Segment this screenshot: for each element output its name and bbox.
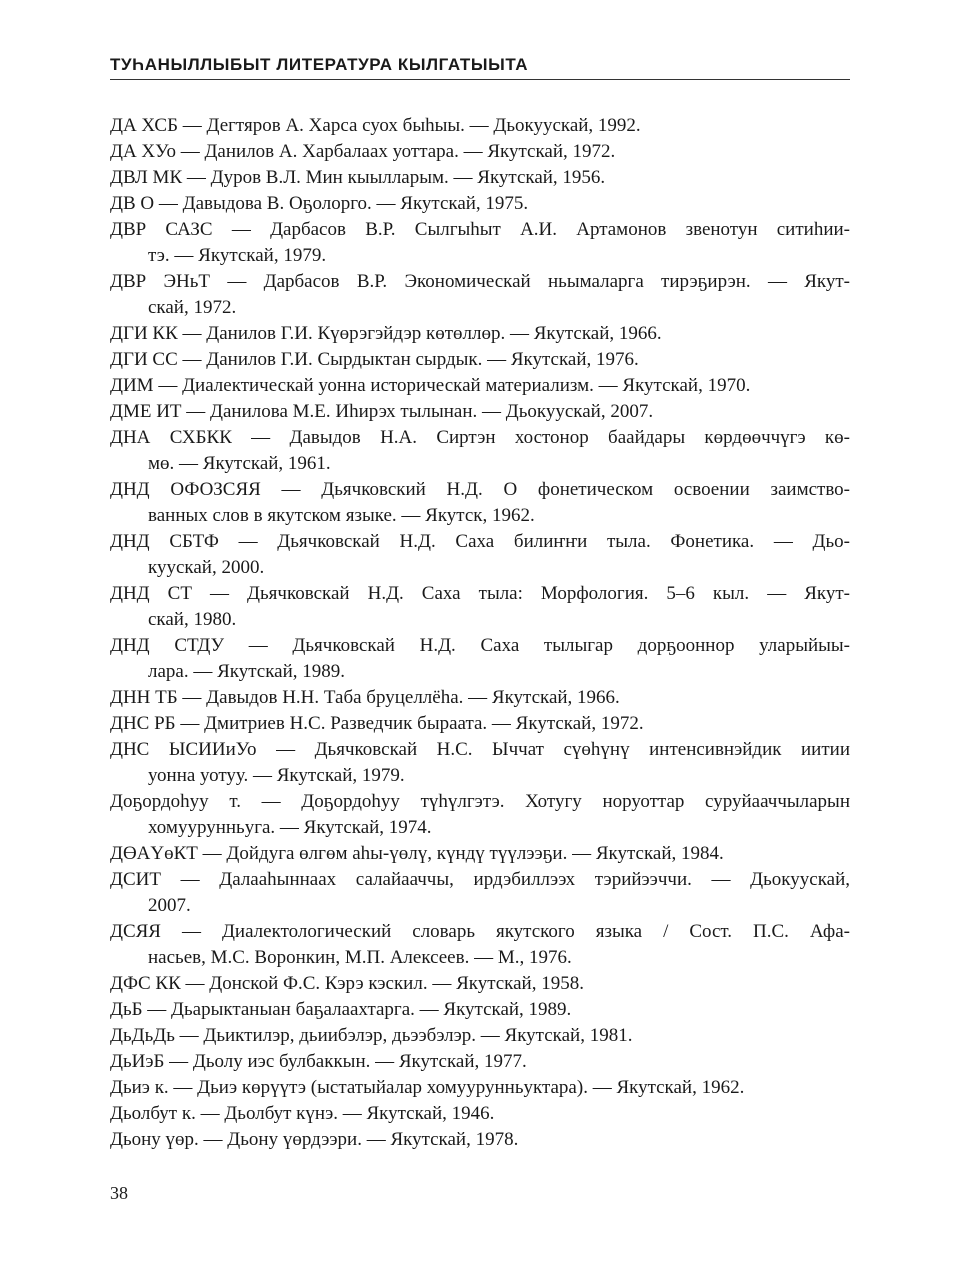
entry-line: ДИМ — Диалектическай уонна историческай материализм. — Якутскай, 1970. [110, 375, 751, 396]
entry-line: ДНА СХБКК — Давыдов Н.А. Сиртэн хостонор баайдары көрдөөччүгэ кө- [110, 427, 850, 448]
abbreviation-entry [110, 581, 850, 633]
abbreviation-entry [110, 633, 850, 685]
entry-line: ДНД СТ — Дьячковскай Н.Д. Саха тыла: Морфология. 5–6 кыл. — Якут- [110, 583, 850, 604]
abbreviation-entry [110, 1075, 850, 1101]
abbreviation-entry [110, 113, 850, 139]
abbreviation-entry [110, 217, 850, 269]
abbreviation-entry [110, 347, 850, 373]
abbreviation-entry [110, 191, 850, 217]
abbreviation-entry [110, 165, 850, 191]
abbreviation-entry [110, 529, 850, 581]
abbreviation-entry [110, 269, 850, 321]
abbreviation-entry [110, 711, 850, 737]
abbreviation-entry [110, 997, 850, 1023]
entry-line: ДГИ СС — Данилов Г.И. Сырдыктан сырдык. — Якутскай, 1976. [110, 349, 639, 370]
abbreviation-entry [110, 867, 850, 919]
abbreviation-entry [110, 789, 850, 841]
entry-continuation-line: тэ. — Якутскай, 1979. [148, 245, 327, 266]
entry-continuation-line: насьев, М.С. Воронкин, М.П. Алексеев. — М., 1976. [148, 947, 572, 968]
entry-line: Дьону үөр. — Дьону үөрдээри. — Якутскай, 1978. [110, 1129, 519, 1150]
abbreviation-entry [110, 1023, 850, 1049]
entry-line: Дьолбут к. — Дьолбут күнэ. — Якутскай, 1946. [110, 1103, 495, 1124]
abbreviation-entry [110, 919, 850, 971]
entry-line: ДВР САЗС — Дарбасов В.Р. Сылгыһыт А.И. Артамонов звенотун ситиһии- [110, 219, 850, 240]
entry-line: ДьДьДь — Дьиктилэр, дьиибэлэр, дьээбэлэр. — Якутскай, 1981. [110, 1025, 633, 1046]
abbreviation-entry [110, 1127, 850, 1153]
entry-continuation-line: скай, 1980. [148, 609, 237, 630]
entry-line: ДА ХСБ — Дегтяров А. Харса суох быһыы. — Дьокуускай, 1992. [110, 115, 641, 136]
entry-line: ДьИэБ — Дьолу иэс булбаккын. — Якутскай, 1977. [110, 1051, 527, 1072]
entry-line: ДСИТ — Далааһыннаах салайааччы, ирдэбиллээх тэрийээччи. — Дьокуускай, [110, 869, 850, 890]
header-rule [110, 79, 850, 80]
abbreviation-entry [110, 1049, 850, 1075]
entry-continuation-line: хомуурунньуга. — Якутскай, 1974. [148, 817, 432, 838]
page-number: 38 [110, 1183, 128, 1203]
entry-continuation-line: скай, 1972. [148, 297, 237, 318]
abbreviation-entry [110, 139, 850, 165]
entry-line: ДМЕ ИТ — Данилова М.Е. Иһирэх тылынан. — Дьокуускай, 2007. [110, 401, 654, 422]
abbreviation-entry [110, 1101, 850, 1127]
abbreviation-entry [110, 477, 850, 529]
entry-line: Дьиэ к. — Дьиэ көрүүтэ (ыстатыйалар хомуурунньуктара). — Якутскай, 1962. [110, 1077, 745, 1098]
running-head: ТУҺАНЫЛЛЫБЫТ ЛИТЕРАТУРА КЫЛГАТЫЫТА [110, 55, 529, 74]
entry-line: Доҕордоһуу т. — Доҕордоһуу түһүлгэтэ. Хотугу норуоттар суруйааччыларын [110, 791, 850, 812]
entry-line: ДНС РБ — Дмитриев Н.С. Разведчик быраата. — Якутскай, 1972. [110, 713, 644, 734]
entry-line: ДНД СТДУ — Дьячковскай Н.Д. Саха тылыгар дорҕооннор уларыйыы- [110, 635, 850, 656]
entry-line: ДВР ЭНьТ — Дарбасов В.Р. Экономическай ньымаларга тирэҕирэн. — Якут- [110, 271, 850, 292]
abbreviation-entry [110, 425, 850, 477]
abbreviation-entry [110, 373, 850, 399]
entry-line: ДНД ОФОЗСЯЯ — Дьячковский Н.Д. О фонетическом освоении заимство- [110, 479, 850, 500]
entry-continuation-line: мө. — Якутскай, 1961. [148, 453, 331, 474]
entry-line: ДФС КК — Донской Ф.С. Кэрэ кэскил. — Якутскай, 1958. [110, 973, 584, 994]
entry-line: ДНД СБТФ — Дьячковскай Н.Д. Саха билиҥҥи тыла. Фонетика. — Дьо- [110, 531, 850, 552]
abbreviation-entry [110, 685, 850, 711]
entry-continuation-line: куускай, 2000. [148, 557, 265, 578]
entry-line: ДВ О — Давыдова В. Оҕолорго. — Якутскай, 1975. [110, 193, 529, 214]
entry-line: ДА ХУо — Данилов А. Харбалаах уоттара. — Якутскай, 1972. [110, 141, 616, 162]
entry-line: ДСЯЯ — Диалектологический словарь якутского языка / Сост. П.С. Афа- [110, 921, 850, 942]
entry-line: ДГИ КК — Данилов Г.И. Күөрэгэйдэр көтөллөр. — Якутскай, 1966. [110, 323, 662, 344]
abbreviation-entry [110, 971, 850, 997]
abbreviation-list [110, 113, 850, 1153]
abbreviation-entry [110, 841, 850, 867]
entry-line: ДьБ — Дьарыктаныан баҕалаахтарга. — Якутскай, 1989. [110, 999, 572, 1020]
entry-line: ДВЛ МК — Дуров В.Л. Мин кыылларым. — Якутскай, 1956. [110, 167, 606, 188]
abbreviation-entry [110, 321, 850, 347]
entry-continuation-line: лара. — Якутскай, 1989. [148, 661, 345, 682]
entry-line: ДНН ТБ — Давыдов Н.Н. Таба бруцеллёһа. — Якутскай, 1966. [110, 687, 620, 708]
entry-continuation-line: ванных слов в якутском языке. — Якутск, 1962. [148, 505, 535, 526]
entry-line: ДНС ЫСИИиУо — Дьячковскай Н.С. Ыччат сүөһүнү интенсивнэйдик иитии [110, 739, 850, 760]
entry-continuation-line: 2007. [148, 895, 191, 916]
abbreviation-entry [110, 399, 850, 425]
entry-line: ДӨАҮөКТ — Дойдуга өлгөм аһы-үөлү, күндү түүлээҕи. — Якутскай, 1984. [110, 843, 724, 864]
entry-continuation-line: уонна уотуу. — Якутскай, 1979. [148, 765, 405, 786]
abbreviation-entry [110, 737, 850, 789]
